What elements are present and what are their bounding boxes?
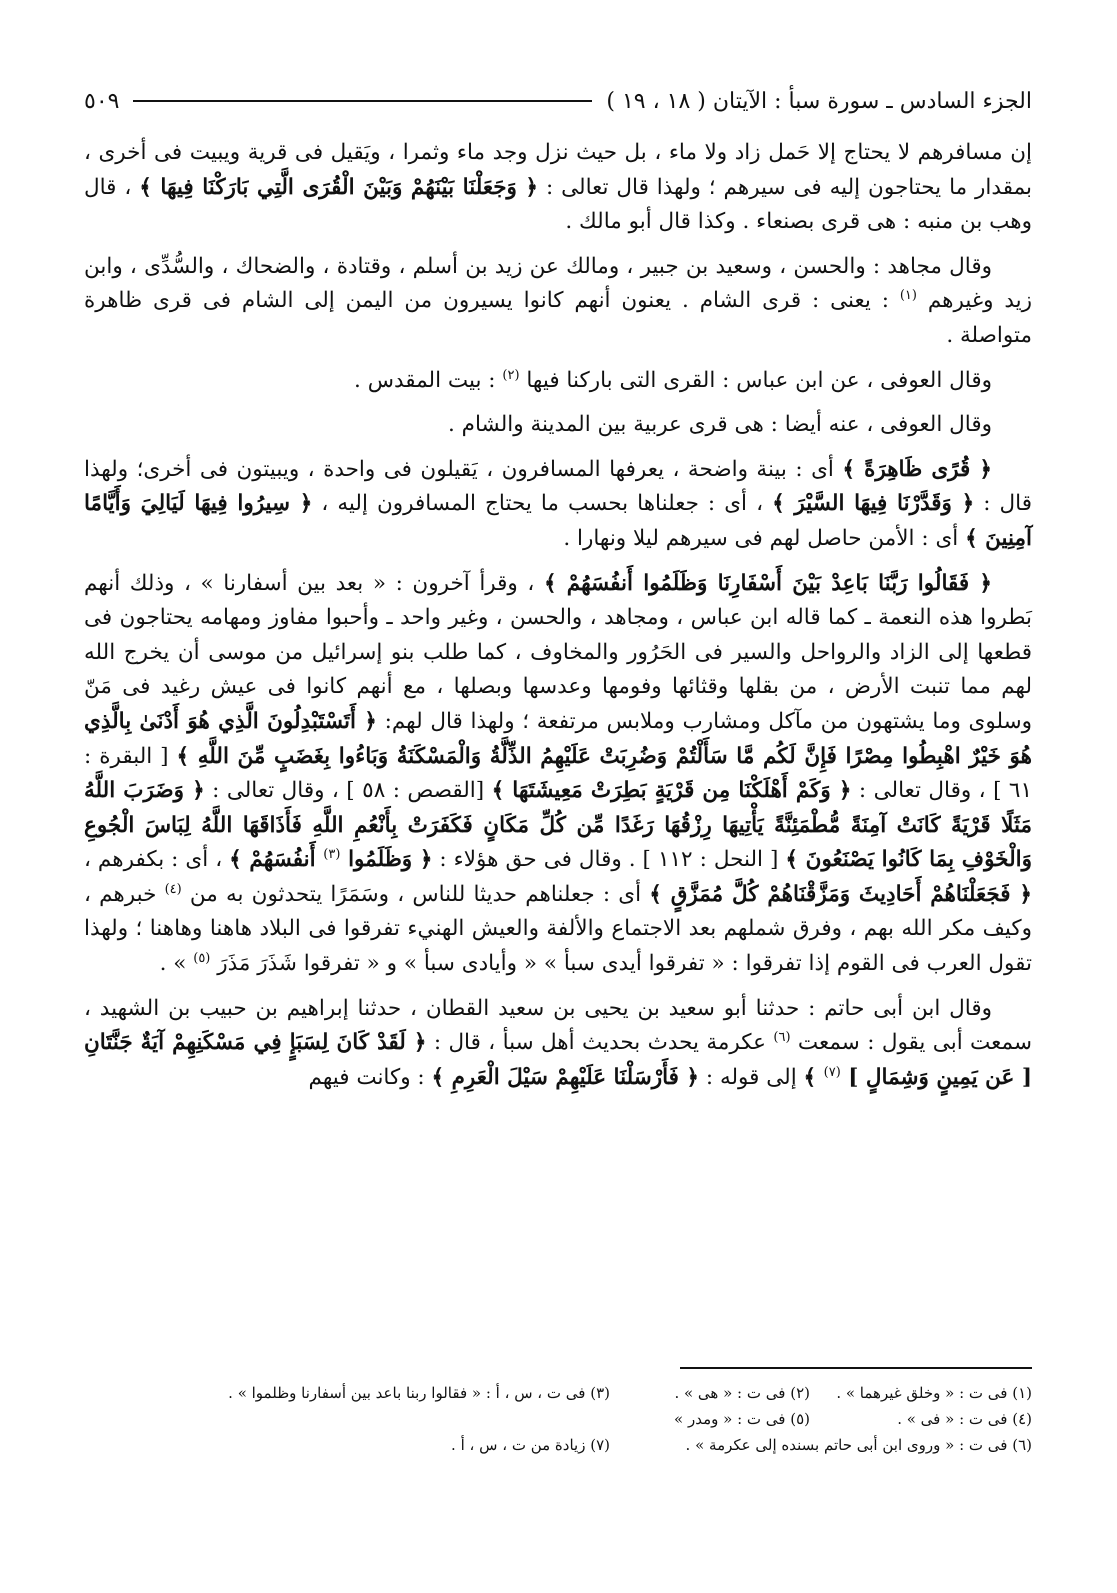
book-page <box>84 78 1032 1558</box>
text-run: إلى قوله : <box>699 1064 804 1090</box>
footnote-ref: (٥) <box>193 950 211 966</box>
quran-quote: ﴿ وَضَرَبَ اللَّهُ مَثَلًا قَرْيَةً كَانَتْ آمِنَةً مُّطْمَئِنَّةً يَأْتِيهَا رِزْقُهَا رَغَدًا مِّن كُلِّ مَكَانٍ فَكَفَرَتْ بِأَنْعُمِ اللَّهِ فَأَذَاقَهَا اللَّهُ لِبَاسَ الْجُوعِ وَالْخَوْفِ بِمَا كَانُوا يَصْنَعُونَ ﴾ <box>84 778 1032 873</box>
footnote-ref: (٣) <box>323 847 341 863</box>
text-run: خبرهم ، وكيف مكر الله بهم ، وفرق شملهم بعد الاجتماع والألفة والعيش الهنيء تفرقوا فى البلاد هاهنا وهاهنا ؛ ولهذا تقول العرب فى القوم إذا تفرقوا : « تفرقوا أيدى سبأ » « وأيادى سبأ » و « تفرقوا شَذَرَ مَذَرَ <box>84 881 1032 977</box>
text-run: أى : جعلناهم حديثا للناس ، وسَمَرًا يتحدثون به من <box>181 881 650 907</box>
footnote-row <box>84 1432 1032 1458</box>
footnote-ref: (٧) <box>823 1064 841 1080</box>
quran-quote: ﴿ سِيرُوا فِيهَا لَيَالِيَ وَأَيَّامًا آمِنِينَ ﴾ <box>84 491 1032 551</box>
footnote-4: (٤) فى ت : « فى » . <box>897 1410 1032 1428</box>
header-title: الجزء السادس ـ سورة سبأ : الآيتان ( ١٨ ، ١٩ ) <box>606 88 1032 114</box>
quran-quote: ﴿ فَأَرْسَلْنَا عَلَيْهِمْ سَيْلَ الْعَرِمِ ﴾ <box>431 1064 700 1090</box>
paragraph <box>84 250 1032 354</box>
text-run: ، أى : بكفرهم ، <box>84 847 230 873</box>
quran-quote: ﴿ وَظَلَمُوا <box>340 847 433 873</box>
quran-quote: ﴾ <box>803 1064 824 1090</box>
text-run: [ البقرة : ٦١ ] ، وقال تعالى : <box>84 743 1033 804</box>
footnote-row <box>84 1380 1032 1406</box>
quran-quote: ﴿ وَجَعَلْنَا بَيْنَهُمْ وَبَيْنَ الْقُرَى الَّتِي بَارَكْنَا فِيهَا ﴾ <box>139 174 539 200</box>
quran-quote: أَنفُسَهُمْ ﴾ <box>229 847 324 873</box>
footnote-3: (٣) فى ت ، س ، أ : « فقالوا ربنا باعد بين أسفارنا وظلموا » . <box>228 1384 610 1402</box>
text-run: وقال ابن أبى حاتم : حدثنا أبو سعيد بن يحيى بن سعيد القطان ، حدثنا إبراهيم بن حبيب بن الشهيد ، سمعت أبى يقول : سمعت <box>84 995 1032 1056</box>
footnote-ref: (١) <box>899 288 917 304</box>
text-run: ، أى : جعلناها بحسب ما يحتاج المسافرون إليه ، <box>312 491 773 517</box>
quran-quote: ﴿ قُرًى ظَاهِرَةً ﴾ <box>842 456 993 482</box>
text-run: : بيت المقدس . <box>354 367 503 393</box>
text-run: : يعنى : قرى الشام . يعنون أنهم كانوا يسيرون من اليمن إلى الشام فى قرى ظاهرة متواصلة . <box>84 288 1032 348</box>
paragraph <box>84 567 1032 982</box>
footnote-separator <box>680 1367 1032 1369</box>
text-run: [القصص : ٥٨ ] ، وقال تعالى : <box>204 778 492 804</box>
text-run: » . <box>159 951 194 977</box>
footnote-ref: (٦) <box>773 1030 791 1046</box>
quran-quote: ﴿ فَجَعَلْنَاهُمْ أَحَادِيثَ وَمَزَّقْنَاهُمْ كُلَّ مُمَزَّقٍ ﴾ <box>649 881 1033 907</box>
paragraph <box>84 453 1032 557</box>
footnote-ref: (٢) <box>502 367 520 383</box>
quran-quote: ﴿ أَتَسْتَبْدِلُونَ الَّذِي هُوَ أَدْنَىٰ بِالَّذِي هُوَ خَيْرٌ اهْبِطُوا مِصْرًا فَإِنَّ لَكُم مَّا سَأَلْتُمْ وَضُرِبَتْ عَلَيْهِمُ الذِّلَّةُ وَالْمَسْكَنَةُ وَبَاءُوا بِغَضَبٍ مِّنَ اللَّهِ ﴾ <box>84 708 1032 769</box>
footnote-ref: (٤) <box>164 881 182 897</box>
quran-quote: ﴿ وَقَدَّرْنَا فِيهَا السَّيْرَ ﴾ <box>772 491 975 517</box>
main-text <box>84 136 1032 1095</box>
text-run: إن مسافرهم لا يحتاج إلا حَمل زاد ولا ماء ، بل حيث نزل وجد ماء وثمرا ، ويَقيل فى قرية ويبيت فى أخرى ، بمقدار ما يحتاجون إليه فى سيرهم ؛ ولهذا قال تعالى : <box>84 140 1032 200</box>
footnote-row <box>84 1406 1032 1432</box>
footnote-7: (٧) زيادة من ت ، س ، أ . <box>451 1436 610 1454</box>
paragraph <box>84 992 1032 1096</box>
text-run: عكرمة يحدث بحديث أهل سبأ ، قال : <box>426 1030 774 1056</box>
header-rule <box>133 100 592 102</box>
text-run: ، وقرأ آخرون : « بعد بين أسفارنا » ، وذلك أنهم بَطروا هذه النعمة ـ كما قاله ابن عباس ، ومجاهد ، والحسن ، وغير واحد ـ وأحبوا مفاوز ومهامه يحتاجون فى قطعها إلى الزاد والرواحل والسير فى الحَرُور والمخاوف ، كما طلب بنو إسرائيل من موسى أن يخرج الله لهم مما تنبت الأرض ، من بقلها وقثائها وفومها وعدسها وبصلها ، مع أنهم كانوا فى عيش رغيد فى مَنّ وسلوى وما يشتهون من مآكل ومشارب وملابس مرتفعة ؛ ولهذا قال لهم: <box>84 570 1033 734</box>
footnote-2: (٢) فى ت : « هى » . <box>674 1384 810 1402</box>
footnote-6: (٦) فى ت : « وروى ابن أبى حاتم بسنده إلى عكرمة » . <box>685 1436 1032 1454</box>
paragraph <box>84 408 1032 443</box>
paragraph <box>84 364 1032 399</box>
text-run: : وكانت فيهم <box>308 1064 432 1090</box>
text-run: أى : بينة واضحة ، يعرفها المسافرون ، يَقيلون فى واحدة ، ويبيتون فى أخرى؛ ولهذا قال : <box>84 456 1032 517</box>
footnotes <box>84 1380 1032 1458</box>
page-number: ٥٠٩ <box>84 88 120 114</box>
running-header <box>84 78 1032 124</box>
quran-quote: ﴿ فَقَالُوا رَبَّنَا بَاعِدْ بَيْنَ أَسْفَارِنَا وَظَلَمُوا أَنفُسَهُمْ ﴾ <box>543 570 992 596</box>
quran-quote: ﴿ لَقَدْ كَانَ لِسَبَإٍ فِي مَسْكَنِهِمْ آيَةٌ جَنَّتَانِ [ عَن يَمِينٍ وَشِمَالٍ ] <box>84 1030 1032 1090</box>
text-run: أى : الأمن حاصل لهم فى سيرهم ليلا ونهارا . <box>563 525 966 551</box>
footnote-5: (٥) فى ت : « ومدر » <box>674 1410 810 1428</box>
quran-quote: ﴿ وَكَمْ أَهْلَكْنَا مِن قَرْيَةٍ بَطِرَتْ مَعِيشَتَهَا ﴾ <box>491 778 852 804</box>
text-run: ، قال وهب بن منبه : هى قرى بصنعاء . وكذا قال أبو مالك . <box>84 174 1032 235</box>
text-run: وقال مجاهد : والحسن ، وسعيد بن جبير ، ومالك عن زيد بن أسلم ، وقتادة ، والضحاك ، والسُّدِّى ، وابن زيد وغيرهم <box>84 253 1032 314</box>
text-run: وقال العوفى ، عنه أيضا : هى قرى عربية بين المدينة والشام . <box>448 412 992 438</box>
paragraph <box>84 136 1032 240</box>
text-run: [ النحل : ١١٢ ] . وقال فى حق هؤلاء : <box>432 847 786 873</box>
text-run: وقال العوفى ، عن ابن عباس : القرى التى باركنا فيها <box>519 367 992 393</box>
footnote-1: (١) فى ت : « وخلق غيرهما » . <box>836 1384 1032 1402</box>
